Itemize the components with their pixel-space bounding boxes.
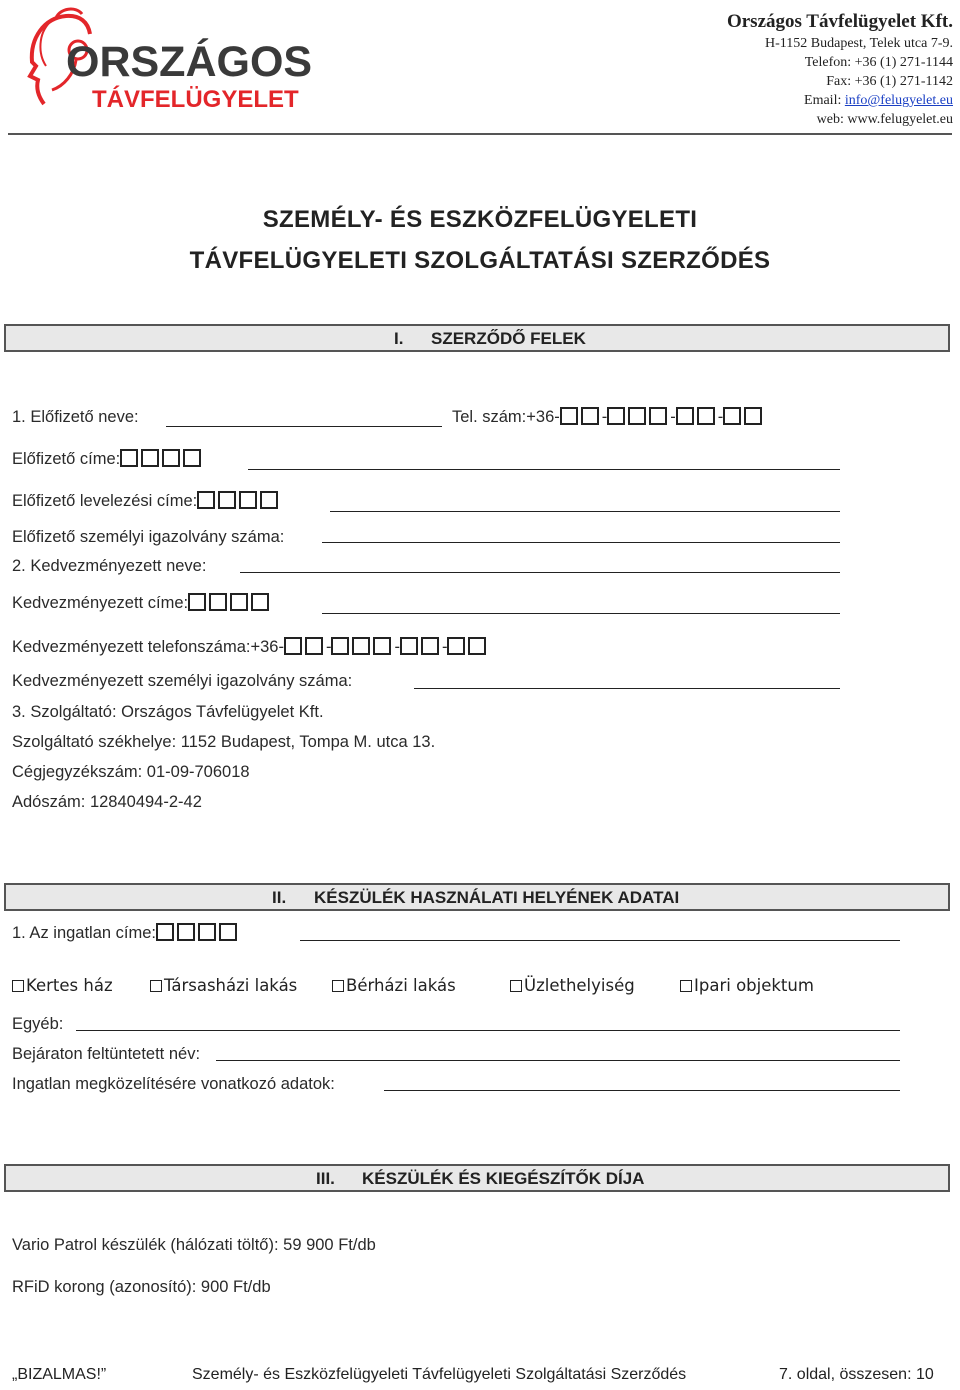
checkbox[interactable] — [510, 980, 522, 992]
document-title-line1: SZEMÉLY- ÉS ESZKÖZFELÜGYELETI — [262, 206, 698, 233]
checkbox[interactable] — [12, 980, 24, 992]
company-email-row — [727, 91, 953, 110]
property-address-row — [12, 922, 240, 944]
checkbox[interactable] — [680, 980, 692, 992]
beneficiary-phone-boxes[interactable]: - - - — [284, 638, 490, 656]
document-title-line2: TÁVFELÜGYELETI SZOLGÁLTATÁSI SZERZŐDÉS — [189, 247, 771, 274]
subscriber-name-field[interactable] — [166, 426, 442, 427]
logo-line1: ORSZÁGOS — [66, 38, 313, 86]
subscriber-phone-row — [452, 406, 765, 428]
other-field[interactable] — [76, 1030, 900, 1031]
beneficiary-id-label: Kedvezményezett személyi igazolvány száma: — [12, 672, 353, 690]
mailing-zip-boxes[interactable] — [197, 492, 281, 510]
beneficiary-name-label: 2. Kedvezményezett neve: — [12, 557, 207, 575]
section-3-number: III. — [316, 1169, 335, 1188]
checkbox[interactable] — [332, 980, 344, 992]
tax-number: Adószám: 12840494-2-42 — [12, 793, 202, 811]
subscriber-address-label: Előfizető címe: — [12, 450, 121, 468]
provider-seat: Szolgáltató székhelye: 1152 Budapest, Tompa M. utca 13. — [12, 733, 436, 751]
section-1-header — [4, 324, 950, 352]
company-name: Országos Távfelügyelet Kft. — [726, 11, 953, 32]
subscriber-phone-boxes[interactable]: - - - — [560, 408, 766, 426]
company-contact — [727, 10, 953, 129]
subscriber-id-label: Előfizető személyi igazolvány száma: — [12, 528, 285, 546]
company-registration: Cégjegyzékszám: 01-09-706018 — [12, 763, 250, 781]
beneficiary-address-field[interactable] — [322, 613, 840, 614]
header-divider — [8, 133, 952, 135]
price-item-device: Vario Patrol készülék (hálózati töltő): 59 900 Ft/db — [12, 1236, 376, 1254]
property-address-field[interactable] — [300, 940, 900, 941]
subscriber-id-field[interactable] — [322, 542, 840, 543]
footer-confidential: „BIZALMAS!” — [12, 1366, 107, 1383]
beneficiary-name-field[interactable] — [240, 572, 840, 573]
company-web: web: www.felugyelet.eu — [816, 112, 953, 127]
company-logo — [16, 4, 316, 114]
subscriber-address-row — [12, 448, 204, 470]
footer-page-number: 7. oldal, összesen: 10 — [779, 1366, 934, 1383]
beneficiary-phone-label: Kedvezményezett telefonszáma:+36- — [12, 638, 284, 656]
mailing-address-field[interactable] — [330, 511, 840, 512]
beneficiary-zip-boxes[interactable] — [188, 594, 272, 612]
beneficiary-address-label: Kedvezményezett címe: — [12, 594, 189, 612]
section-3-heading: KÉSZÜLÉK ÉS KIEGÉSZÍTŐK DÍJA — [362, 1169, 645, 1188]
section-1-heading: SZERZŐDŐ FELEK — [431, 329, 586, 348]
option-ipari-objektum[interactable] — [680, 976, 814, 995]
option-berhazi-lakas[interactable] — [332, 976, 456, 995]
beneficiary-id-field[interactable] — [414, 688, 840, 689]
headset-head-icon — [16, 4, 316, 114]
price-item-rfid: RFiD korong (azonosító): 900 Ft/db — [12, 1278, 271, 1296]
footer-document-name: Személy- és Eszközfelügyeleti Távfelügyeleti Szolgáltatási Szerződés — [192, 1366, 687, 1383]
property-zip-boxes[interactable] — [156, 924, 240, 942]
section-1-number: I. — [394, 329, 404, 348]
mailing-address-label: Előfizető levelezési címe: — [12, 492, 198, 510]
subscriber-phone-label: Tel. szám:+36- — [452, 408, 560, 426]
section-3-header — [4, 1164, 950, 1192]
subscriber-zip-boxes[interactable] — [120, 450, 204, 468]
other-label: Egyéb: — [12, 1015, 64, 1033]
section-2-heading: KÉSZÜLÉK HASZNÁLATI HELYÉNEK ADATAI — [314, 888, 680, 907]
email-label: Email: — [804, 93, 845, 108]
option-kertes-haz[interactable] — [12, 976, 113, 995]
email-link[interactable]: info@felugyelet.eu — [844, 93, 953, 108]
section-2-number: II. — [272, 888, 287, 907]
company-phone: Telefon: +36 (1) 271-1144 — [804, 55, 953, 70]
option-uzlethelyiseg[interactable] — [510, 976, 635, 995]
provider-line: 3. Szolgáltató: Országos Távfelügyelet Kft. — [12, 703, 324, 721]
checkbox[interactable] — [150, 980, 162, 992]
entrance-name-field[interactable] — [216, 1060, 900, 1061]
company-address: H-1152 Budapest, Telek utca 7-9. — [765, 36, 953, 51]
entrance-name-label: Bejáraton feltüntetett név: — [12, 1045, 201, 1063]
option-label: Bérházi lakás — [346, 976, 456, 995]
option-label: Üzlethelyiség — [524, 976, 635, 995]
beneficiary-address-row — [12, 592, 272, 614]
option-label: Kertes ház — [26, 976, 113, 995]
section-2-header — [4, 883, 950, 911]
company-fax: Fax: +36 (1) 271-1142 — [826, 74, 953, 89]
access-info-field[interactable] — [384, 1090, 900, 1091]
option-label: Társasházi lakás — [164, 976, 298, 995]
logo-line2: TÁVFELÜGYELET — [92, 86, 299, 113]
property-address-label: 1. Az ingatlan címe: — [12, 924, 156, 942]
beneficiary-phone-row — [12, 636, 489, 658]
subscriber-address-field[interactable] — [248, 469, 840, 470]
access-info-label: Ingatlan megközelítésére vonatkozó adatok: — [12, 1075, 335, 1093]
mailing-address-row — [12, 490, 281, 512]
option-tarsashazi-lakas[interactable] — [150, 976, 297, 995]
subscriber-name-label: 1. Előfizető neve: — [12, 408, 139, 426]
option-label: Ipari objektum — [694, 976, 814, 995]
